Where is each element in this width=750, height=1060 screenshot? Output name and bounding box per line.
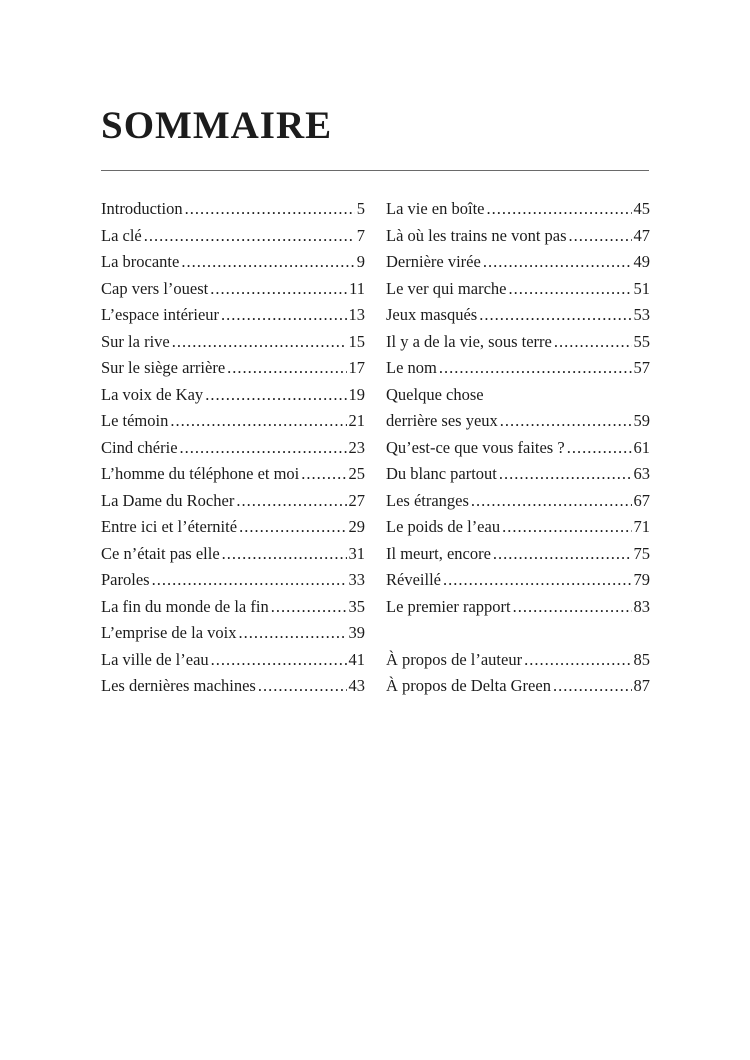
toc-entry-title: Le témoin	[101, 411, 169, 430]
toc-entry-title: Réveillé	[386, 570, 441, 589]
toc-entry-title: Le premier rapport	[386, 596, 511, 616]
dot-leader	[439, 355, 632, 382]
toc-entry-page-number: 67	[633, 490, 650, 510]
toc-entry[interactable]	[101, 196, 365, 223]
dot-leader	[210, 276, 347, 303]
dot-leader	[144, 223, 355, 250]
toc-entry-title: Jeux masqués	[386, 305, 478, 324]
toc-entry-title: À propos de Delta Green	[386, 676, 551, 695]
toc-entry[interactable]	[386, 355, 650, 382]
toc-entry-title: derrière ses yeux	[386, 411, 498, 430]
toc-entry[interactable]	[101, 620, 365, 647]
toc-entry-title: Du blanc partout	[386, 464, 497, 483]
dot-leader	[221, 302, 346, 329]
dot-leader	[502, 514, 631, 541]
toc-entry-title: La vie en boîte	[386, 199, 485, 218]
toc-entry[interactable]	[101, 249, 365, 276]
dot-leader	[499, 461, 632, 488]
toc-entry-page-number: 79	[633, 570, 650, 589]
toc-entry-page-number: 41	[348, 649, 365, 669]
toc-entry-title: La fin du monde de la fin	[101, 596, 269, 616]
dot-leader	[271, 594, 347, 621]
toc-entry-page-number: 19	[348, 384, 365, 404]
toc-entry[interactable]	[386, 567, 650, 594]
toc-entry-title: La clé	[101, 225, 142, 245]
toc-entry-page-number: 75	[633, 543, 650, 563]
toc-entry-title: La ville de l’eau	[101, 649, 209, 669]
toc-entry-title: Là où les trains ne vont pas	[386, 225, 567, 245]
toc-entry-title: Sur la rive	[101, 331, 170, 351]
toc-entry-page-number: 51	[633, 278, 650, 298]
toc-entry-title: L’homme du téléphone et moi	[101, 464, 300, 483]
dot-leader	[487, 196, 632, 223]
dot-leader	[301, 461, 346, 488]
toc-entry-page-number: 59	[633, 411, 650, 430]
toc-entry-page-number: 13	[348, 305, 365, 324]
toc-entry-page-number: 49	[633, 252, 650, 271]
toc-entry-title: Le ver qui marche	[386, 278, 507, 298]
toc-entry-title: Qu’est-ce que vous faites ?	[386, 437, 565, 457]
toc-entry-page-number: 23	[348, 437, 365, 457]
toc-entry[interactable]	[101, 329, 365, 356]
toc-entry[interactable]	[101, 514, 365, 541]
toc-right-column	[386, 196, 650, 700]
toc-entry[interactable]	[386, 514, 650, 541]
dot-leader	[569, 223, 632, 250]
toc-entry[interactable]	[386, 541, 650, 568]
toc-entry[interactable]	[386, 673, 650, 700]
dot-leader	[205, 382, 346, 409]
toc-entry-page-number: 71	[633, 517, 650, 536]
toc-entry[interactable]	[386, 223, 650, 250]
toc-entry[interactable]	[101, 382, 365, 409]
toc-entry[interactable]	[101, 541, 365, 568]
toc-entry-page-number: 25	[348, 464, 365, 483]
dot-leader	[222, 541, 347, 568]
toc-entry-page-number: 15	[348, 331, 365, 351]
toc-entry[interactable]	[101, 567, 365, 594]
dot-leader	[524, 647, 631, 674]
toc-entry-title: Entre ici et l’éternité	[101, 517, 238, 536]
toc-entry[interactable]	[101, 302, 365, 329]
toc-entry-title: L’espace intérieur	[101, 305, 220, 324]
dot-leader	[152, 567, 347, 594]
toc-entry-title: Cind chérie	[101, 437, 178, 457]
toc-entry-title: Les étranges	[386, 490, 469, 510]
toc-entry-title: Dernière virée	[386, 252, 481, 271]
toc-entry[interactable]	[386, 435, 650, 462]
toc-entry-page-number: 63	[633, 464, 650, 483]
toc-entry-title: Quelque chose	[386, 384, 484, 404]
toc-entry[interactable]	[101, 647, 365, 674]
dot-leader	[227, 355, 346, 382]
toc-entry[interactable]	[101, 355, 365, 382]
toc-left-column	[101, 196, 365, 700]
toc-entry-title: Introduction	[101, 199, 183, 218]
dot-leader	[180, 435, 347, 462]
toc-entry-page-number: 85	[633, 649, 650, 669]
page-title: SOMMAIRE	[101, 104, 333, 147]
toc-entry[interactable]	[101, 461, 365, 488]
toc-entry-title: Cap vers l’ouest	[101, 278, 209, 298]
toc-entry-title: L’emprise de la voix	[101, 623, 237, 642]
dot-leader	[567, 435, 632, 462]
toc-entry[interactable]	[386, 329, 650, 356]
toc-entry-page-number: 53	[633, 305, 650, 324]
toc-entry-page-number: 9	[356, 252, 365, 271]
toc-entry-title: Le nom	[386, 358, 437, 377]
dot-leader	[513, 594, 632, 621]
toc-entry[interactable]	[386, 196, 650, 223]
toc-entry-title: Ce n’était pas elle	[101, 543, 220, 563]
toc-entry-page-number: 11	[349, 278, 365, 298]
toc-entry-page-number: 27	[348, 490, 365, 510]
toc-entry[interactable]	[101, 488, 365, 515]
toc-entry-page-number: 61	[633, 437, 650, 457]
dot-leader	[443, 567, 632, 594]
toc-entry-page-number: 47	[633, 225, 650, 245]
dot-leader	[172, 329, 347, 356]
dot-leader	[258, 673, 347, 700]
dot-leader	[553, 673, 632, 700]
toc-entry-page-number: 7	[356, 225, 365, 245]
toc-entry-page-number: 45	[633, 199, 650, 218]
toc-entry-title: Les dernières machines	[101, 676, 256, 695]
dot-leader	[508, 276, 631, 303]
dot-leader	[239, 514, 346, 541]
dot-leader	[479, 302, 631, 329]
toc-entry-title: Sur le siège arrière	[101, 358, 226, 377]
toc-entry[interactable]	[101, 408, 365, 435]
toc-entry[interactable]	[386, 276, 650, 303]
section-spacer	[386, 620, 650, 647]
dot-leader	[211, 647, 347, 674]
dot-leader	[170, 408, 346, 435]
toc-entry-title: La voix de Kay	[101, 384, 204, 404]
toc-entry-page-number: 83	[633, 596, 650, 616]
toc-entry[interactable]	[386, 382, 650, 409]
toc-entry-page-number: 33	[348, 570, 365, 589]
toc-entry[interactable]	[386, 408, 650, 435]
toc-entry-page-number: 35	[348, 596, 365, 616]
toc-entry[interactable]	[101, 594, 365, 621]
toc-entry[interactable]	[386, 488, 650, 515]
toc-entry-page-number: 31	[348, 543, 365, 563]
toc-entry-title: Il meurt, encore	[386, 543, 491, 563]
toc-entry-page-number: 5	[356, 199, 365, 218]
toc-entry[interactable]	[101, 223, 365, 250]
toc-entry-page-number: 17	[348, 358, 365, 377]
toc-entry-page-number: 57	[633, 358, 650, 377]
toc-entry-title: La Dame du Rocher	[101, 490, 235, 510]
toc-entry-page-number: 55	[633, 331, 650, 351]
dot-leader	[493, 541, 632, 568]
toc-entry[interactable]	[101, 276, 365, 303]
toc-entry-title: Le poids de l’eau	[386, 517, 501, 536]
toc-entry-title: La brocante	[101, 252, 180, 271]
toc-entry[interactable]	[386, 461, 650, 488]
toc-entry-page-number: 39	[348, 623, 365, 642]
toc-entry-page-number: 29	[348, 517, 365, 536]
toc-entry[interactable]	[386, 302, 650, 329]
dot-leader	[181, 249, 354, 276]
toc-entry[interactable]	[101, 435, 365, 462]
dot-leader	[554, 329, 632, 356]
toc-entry-page-number: 21	[348, 411, 365, 430]
toc-entry-title: Paroles	[101, 570, 150, 589]
dot-leader	[238, 620, 346, 647]
toc-entry-title: À propos de l’auteur	[386, 649, 523, 669]
toc-entry-title: Il y a de la vie, sous terre	[386, 331, 552, 351]
toc-entry-page-number: 87	[633, 676, 650, 695]
dot-leader	[185, 196, 355, 223]
toc-entry[interactable]	[386, 594, 650, 621]
toc-entry-page-number: 43	[348, 676, 365, 695]
toc-entry[interactable]	[386, 249, 650, 276]
dot-leader	[483, 249, 632, 276]
dot-leader	[500, 408, 632, 435]
title-divider	[101, 170, 649, 171]
toc-entry[interactable]	[386, 647, 650, 674]
dot-leader	[471, 488, 632, 515]
dot-leader	[236, 488, 346, 515]
toc-entry[interactable]	[101, 673, 365, 700]
